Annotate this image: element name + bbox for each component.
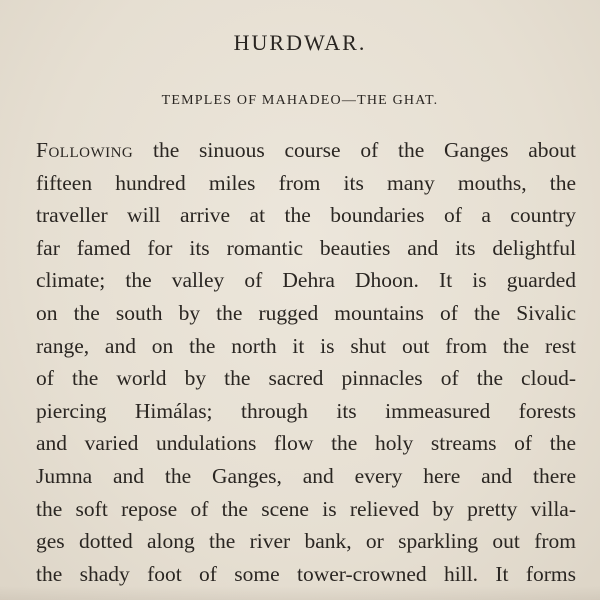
text-line-10: and varied undulations flow the holy streams of the — [36, 431, 576, 456]
page-title: HURDWAR. — [233, 30, 367, 55]
text-line-13: ges dotted along the river bank, or sparkling out from — [36, 529, 576, 554]
text-line-6: on the south by the rugged mountains of the Sivalic — [36, 300, 576, 325]
text-line-5: climate; the valley of Dehra Dhoon. It is guarded — [36, 268, 576, 293]
text-line-1: Following the sinuous course of the Ganges about — [36, 138, 576, 162]
text-line-11: Jumna and the Ganges, and every here and there — [36, 463, 576, 488]
text-line-2: fifteen hundred miles from its many mouths, the — [36, 170, 576, 195]
lead-word: Following — [36, 138, 134, 162]
text-line-7: range, and on the north it is shut out from the rest — [36, 333, 576, 358]
page-edge-shadow — [0, 586, 600, 600]
text-line-3: traveller will arrive at the boundaries of a country — [36, 203, 576, 228]
text-line-14: the shady foot of some tower-crowned hill. It forms — [36, 561, 576, 586]
chapter-subtitle: TEMPLES OF MAHADEO—THE GHAT. — [161, 93, 439, 108]
text-line-8: of the world by the sacred pinnacles of the cloud- — [36, 366, 576, 391]
text-line-12: the soft repose of the scene is relieved by pretty villa- — [36, 496, 576, 521]
text-line-4: far famed for its romantic beauties and its delightful — [36, 235, 576, 260]
body-paragraph — [36, 134, 576, 590]
text-line-9: piercing Himálas; through its immeasured forests — [36, 398, 576, 423]
